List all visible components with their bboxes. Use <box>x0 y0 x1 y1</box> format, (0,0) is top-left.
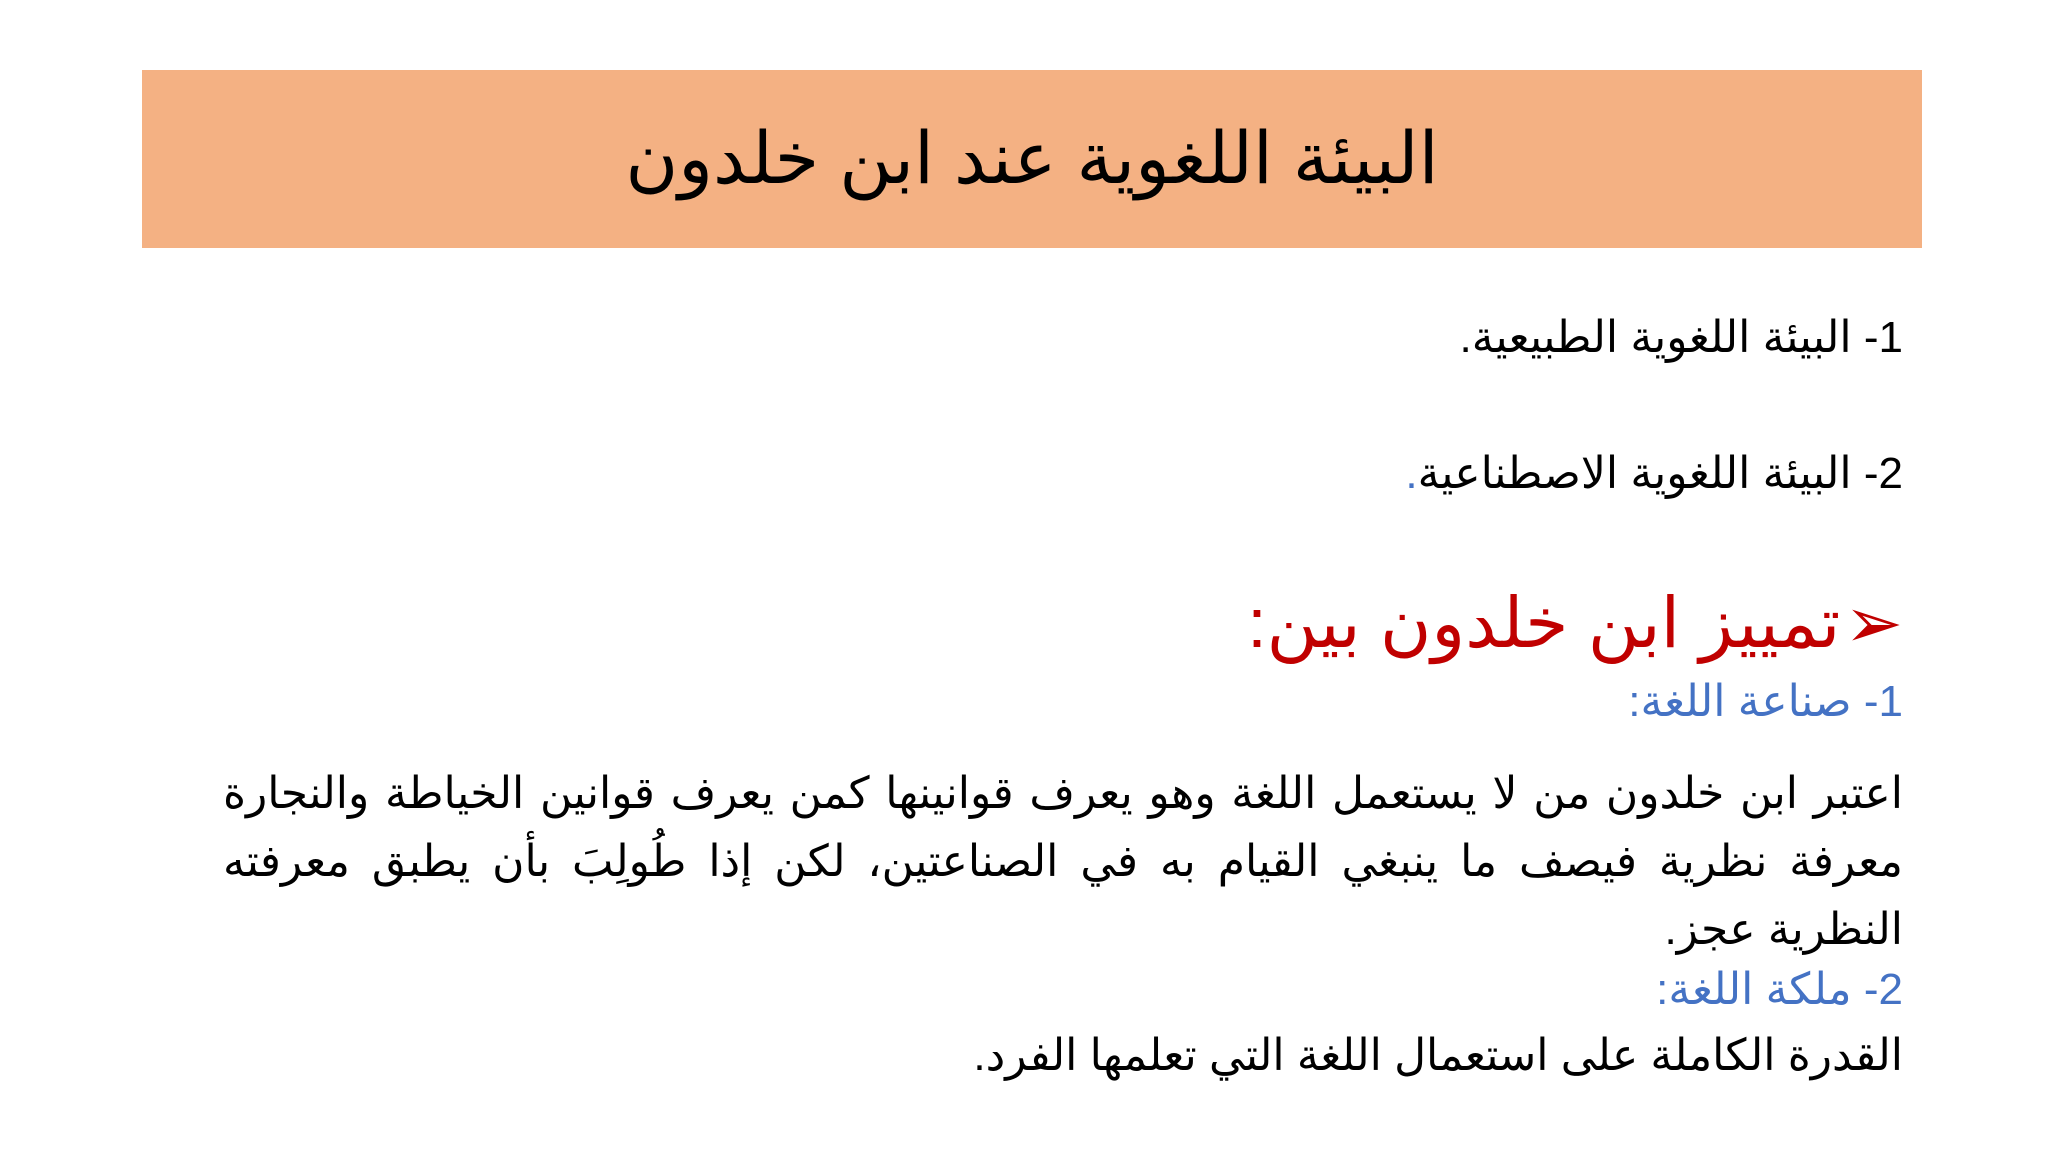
distinction-heading <box>1247 584 1903 662</box>
slide-title: البيئة اللغوية عند ابن خلدون <box>625 119 1439 199</box>
language-faculty-label <box>1656 965 1903 1014</box>
language-faculty-label-text: 2- ملكة اللغة: <box>1656 965 1903 1014</box>
environment-item-text: 1- البيئة اللغوية الطبيعية. <box>1459 313 1903 362</box>
environment-item-artificial <box>1405 449 1903 498</box>
title-banner <box>142 70 1922 248</box>
environment-item-period: . <box>1405 449 1418 498</box>
arrow-bullet-icon: ➢ <box>1844 584 1903 662</box>
language-craft-description: اعتبر ابن خلدون من لا يستعمل اللغة وهو يعرف قوانينها كمن يعرف قوانين الخياطة والنجارة معرفة نظرية فيصف ما ينبغي القيام به في الصناعتين، لكن إذا طُولِبَ بأن يطبق معرفته النظرية عجز. <box>223 769 1903 954</box>
language-faculty-description-text: القدرة الكاملة على استعمال اللغة التي تعلمها الفرد. <box>973 1031 1903 1080</box>
distinction-heading-text: تمييز ابن خلدون بين: <box>1247 584 1841 662</box>
language-faculty-description <box>973 1031 1903 1080</box>
language-craft-label <box>1628 677 1903 726</box>
language-craft-label-text: 1- صناعة اللغة: <box>1628 677 1903 726</box>
environment-item-natural <box>1459 313 1903 362</box>
environment-item-text: 2- البيئة اللغوية الاصطناعية <box>1417 449 1903 498</box>
